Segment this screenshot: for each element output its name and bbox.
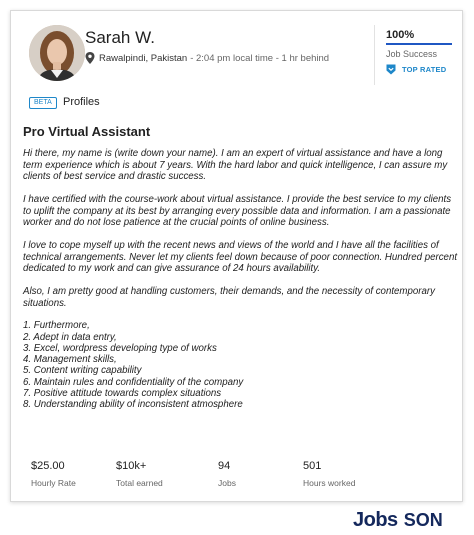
list-item: 2. Adept in data entry, <box>23 331 117 343</box>
stat-total-earned <box>116 460 163 488</box>
stat-value: $10k+ <box>116 460 147 472</box>
list-item: 6. Maintain rules and confidentiality of the company <box>23 376 244 388</box>
beta-badge: BETA <box>29 97 57 109</box>
stat-value: 501 <box>303 460 322 472</box>
local-time-text: - 2:04 pm local time - 1 hr behind <box>190 52 330 64</box>
stat-hours-worked <box>303 460 355 488</box>
description-paragraph: Hi there, my name is (write down your name). I am an expert of virtual assistance and have a long term experience which is about 7 years. With the hard labor and quick intelligence, I can assure my clients of best service and drastic success. <box>23 148 448 183</box>
stat-jobs <box>218 460 236 488</box>
job-success-bar <box>386 43 452 45</box>
description-paragraph: I love to cope myself up with the recent news and views of the world and I have all the facilities of technical arrangements. Never let my clients feel down because of poor connection. Hundred percent dedicated to my work and can give assurance of 24 hours availability. <box>23 239 458 275</box>
stat-label: Hourly Rate <box>31 478 76 488</box>
profile-description <box>23 148 461 411</box>
stat-value: $25.00 <box>31 460 65 472</box>
description-paragraph: Also, I am pretty good at handling customers, their demands, and the necessity of contemporary situations. <box>23 285 435 309</box>
profile-title: Pro Virtual Assistant <box>23 124 151 139</box>
list-item: 8. Understanding ability of inconsistent atmosphere <box>23 399 243 411</box>
watermark-suffix: SON <box>403 510 443 530</box>
list-item: 7. Positive attitude towards complex situations <box>23 388 222 400</box>
skills-list <box>23 320 461 410</box>
list-item: 4. Management skills, <box>23 354 117 366</box>
avatar[interactable] <box>29 25 85 81</box>
stat-label: Total earned <box>116 478 163 488</box>
watermark-brand: Jobs <box>353 509 398 531</box>
top-rated-badge-icon <box>386 64 396 75</box>
top-rated-badge[interactable] <box>386 64 446 75</box>
jobsson-watermark <box>353 509 443 532</box>
location-text: Rawalpindi, Pakistan <box>99 52 188 64</box>
avatar-portrait <box>29 25 85 81</box>
stat-label: Hours worked <box>303 478 356 488</box>
stat-hourly-rate <box>31 460 76 488</box>
location-row <box>85 52 329 64</box>
profiles-dropdown[interactable]: Profiles <box>63 96 100 108</box>
list-item: 3. Excel, wordpress developing type of works <box>23 342 217 354</box>
profile-card <box>10 10 463 502</box>
stat-value: 94 <box>218 460 231 472</box>
top-rated-label: TOP RATED <box>402 65 447 74</box>
location-pin-icon <box>85 52 95 64</box>
freelancer-name: Sarah W. <box>85 28 155 47</box>
job-success-label: Job Success <box>386 49 438 59</box>
job-success-percent: 100% <box>386 29 415 41</box>
stat-label: Jobs <box>218 478 236 488</box>
list-item: 1. Furthermore, <box>23 320 90 332</box>
header-divider <box>374 25 375 85</box>
description-paragraph: I have certified with the course-work about virtual assistance. I provide the best service to my clients to uplift the company at its best by arranging every possible data and information. I am a passionate worker and do not lose patience at the crucial points of online business. <box>23 193 452 229</box>
list-item: 5. Content writing capability <box>23 365 142 377</box>
